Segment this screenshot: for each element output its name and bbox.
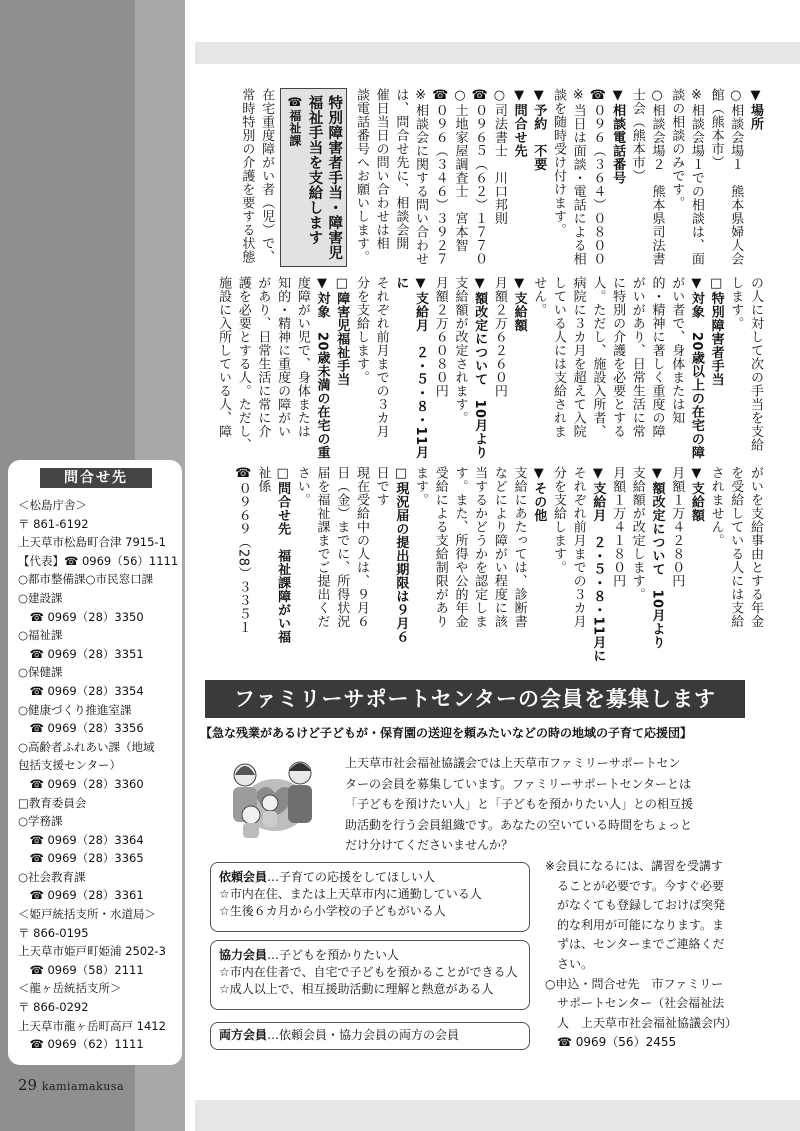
page-number <box>18 1076 124 1094</box>
family-support-intro <box>345 753 740 856</box>
col-c-line: 当するかどうかを認定しま <box>472 466 488 628</box>
contact-line: ○福祉課 <box>18 628 63 643</box>
col-b-line: それぞれ前月までの３カ月 <box>373 276 389 438</box>
note-line: ○申込・問合せ先 市ファミリー <box>545 976 724 991</box>
col-b-line: ▼支給額 <box>511 276 527 332</box>
box1-title: 依頼会員 <box>219 870 268 884</box>
col-a-line: ▼相談電話番号 <box>610 88 626 185</box>
page-number-value: 29 <box>18 1076 38 1094</box>
col-b-line: します。 <box>728 276 744 330</box>
col-a-lines <box>351 88 765 274</box>
contact-line: ☎ 0969（28）3356 <box>18 721 144 736</box>
contact-line: ☎ 0969（28）3350 <box>18 609 144 624</box>
col-a-line: ○相談会場２ 熊本県司法書 <box>649 88 665 266</box>
box3-title: 両方会員 <box>219 1028 268 1042</box>
contact-line: 上天草市松島町合津 7915-1 <box>18 535 166 550</box>
box3-desc: …依頼会員・協力会員の両方の会員 <box>267 1028 460 1042</box>
col-c-line: それぞれ前月までの３カ月 <box>570 466 586 628</box>
col-b-line: ▼対象 20歳未満の在宅の重 <box>314 276 330 460</box>
col-c-line: 日です <box>373 466 389 507</box>
col-c-line: 祉係 <box>255 466 271 493</box>
contact-line: ＜龍ヶ岳統括支所＞ <box>18 981 122 996</box>
col-c-line: がいを支給事由とする年金 <box>748 466 763 628</box>
col-a-line: 催日当日の問い合わせは相 <box>373 88 389 250</box>
col-b-line: の人に対して次の手当を支給 <box>748 276 763 452</box>
col-a2-lines <box>237 88 276 274</box>
col-b-line: せん。 <box>531 276 547 317</box>
col-b-line: に特別の介護を必要とする <box>610 276 626 438</box>
col-a-line: ▼予約 不要 <box>531 88 547 171</box>
contact-line: 包括支援センター） <box>18 758 122 773</box>
col-c-line: す。また、所得や公的年金 <box>452 466 468 628</box>
col-a-line: は、問合せ先に、相談会開 <box>393 88 409 250</box>
col-c-line: さい。 <box>294 466 310 507</box>
bottom-band <box>195 1100 800 1131</box>
both-member-box <box>210 1022 530 1050</box>
col-b-line: がい者で、身体または知 <box>669 276 685 425</box>
contact-line: 上天草市龍ヶ岳町高戸 1412 <box>18 1018 166 1033</box>
contact-line: ○社会教育課 <box>18 869 86 884</box>
note-line: ※会員になるには、講習を受講す <box>545 859 724 873</box>
col-c-line: 支給にあたっては、診断書 <box>511 466 527 628</box>
col-a2-line: 常時特別の介護を要する状態 <box>239 88 255 264</box>
col-c-line: 日（金）までに、所得状況 <box>334 466 350 628</box>
sidebar <box>0 0 185 1131</box>
col-a-line: ☎０９６（３４６）３９２７ <box>432 88 448 266</box>
col-b-line: がいがあり、日常生活に常 <box>629 276 645 438</box>
note-line: がなくても登録しておけば突発 <box>545 898 726 913</box>
col-b-line: 月額２万６２６０円 <box>491 276 507 398</box>
col-b-line: 分を支給します。 <box>353 276 369 384</box>
contact-panel <box>8 460 182 1065</box>
col-a-line: 士会（熊本市） <box>629 88 645 183</box>
col-a-line: ○司法書士 川口邦則 <box>491 88 507 225</box>
intro-line: 「子どもを預けたい人」と「子どもを預かりたい人」との相互援 <box>345 797 694 811</box>
contact-line: 【代表】☎ 0969（56）1111 <box>18 553 179 568</box>
col-c-line: 支給額が改定します。 <box>629 466 645 601</box>
col-c-line: などにより障がい程度に該 <box>491 466 507 628</box>
col-a-line: ☎０９６（３６４）０８００ <box>590 88 606 266</box>
box2-item: ☆市内在住者で、自宅で子どもを預かることができる人 <box>219 965 518 979</box>
note-line: さい。 <box>545 956 594 971</box>
col-b-line: □特別障害者手当 <box>708 276 724 386</box>
col-a-line: 談の相談のみです。 <box>669 88 685 210</box>
col-a2-line: 在宅重度障がい者（児）で、 <box>259 88 275 264</box>
note-line: ずは、センターまでご連絡くだ <box>545 937 725 952</box>
col-a-line: ※相談会に関する問い合わせ <box>413 88 429 266</box>
col-a-line: ☎０９６５（６２）１７７０ <box>472 88 488 266</box>
col-b-line: ▼額改定について 10月より <box>472 276 488 460</box>
article-col-a-full <box>205 88 765 274</box>
top-band <box>195 42 800 64</box>
benefit-title-line2: 福祉手当を支給します <box>306 95 323 245</box>
contact-line: □教育委員会 <box>18 795 87 810</box>
note-line: ☎ 0969（56）2455 <box>545 1035 677 1050</box>
col-b-line: ▼支給月 ２・５・８・11月に <box>393 276 429 460</box>
note-line: 的な利用が可能になります。ま <box>545 917 725 932</box>
intro-line: 上天草市社会福祉協議会では上天草市ファミリーサポートセン <box>345 756 681 770</box>
col-c-line: ▼その他 <box>531 466 547 522</box>
col-b-line: 人。ただし、施設入所者、 <box>590 276 606 438</box>
contact-line: ☎ 0969（28）3365 <box>18 851 144 866</box>
col-c-line: 受給による支給制限があり <box>432 466 448 628</box>
col-c-line: 分を支給します。 <box>550 466 566 574</box>
contact-line: ○健康づくり推進室課 <box>18 702 132 717</box>
contact-line: ☎ 0969（62）1111 <box>18 1037 144 1052</box>
col-b-line: 支給額が改定されます。 <box>452 276 468 425</box>
col-a-line: ※当日は面談・電話による相 <box>570 88 586 266</box>
article-col-b <box>205 276 765 466</box>
col-a-line: 談電話番号へお願いします。 <box>353 88 369 264</box>
col-b-line: 護を必要とする人。ただし、 <box>235 276 251 452</box>
contact-line: ☎ 0969（58）2111 <box>18 962 144 977</box>
family-illustration <box>215 745 330 840</box>
contact-line: ☎ 0969（28）3361 <box>18 888 144 903</box>
registration-note <box>545 857 785 1053</box>
note-line: 人 上天草市社会福祉協議会内） <box>545 1015 738 1030</box>
col-b-line: している人には支給されま <box>550 276 566 438</box>
intro-line: ターの会員を募集しています。ファミリーサポートセンターとは <box>345 776 691 791</box>
brand-name: kamiamakusa <box>41 1080 125 1093</box>
note-line: ることが必要です。今すぐ必要 <box>545 878 725 893</box>
col-a-line: ▼場所 <box>748 88 763 131</box>
contact-line: ○都市整備課○市民窓口課 <box>18 572 154 587</box>
contact-lines <box>18 496 182 1054</box>
contact-line: ＜姫戸統括支所・水道局＞ <box>18 907 156 922</box>
col-c-line: ▼支給月 ２・５・８・11月に <box>590 466 606 663</box>
contact-line: ☎ 0969（28）3360 <box>18 776 144 791</box>
col-b-line: ▼対象 20歳以上の在宅の障 <box>688 276 704 460</box>
col-a-line: 館（熊本市） <box>708 88 724 169</box>
col-c-line: 届を福祉課までご提出くだ <box>314 466 330 628</box>
col-a-line: ○相談会場１ 熊本県婦人会 <box>728 88 744 266</box>
col-c-line: 月額１万４１８０円 <box>610 466 626 588</box>
contact-line: ＜松島庁舎＞ <box>18 498 87 512</box>
col-c-line: 現在受給中の人は、９月６ <box>353 466 369 628</box>
contact-line: ☎ 0969（28）3351 <box>18 646 144 661</box>
box1-item: ☆生後６カ月から小学校の子どもがいる人 <box>219 904 446 918</box>
col-c-line: を受給している人には支給 <box>728 466 744 628</box>
benefit-dept: ☎福祉課 <box>287 95 302 147</box>
col-a-line: ▼問合せ先 <box>511 88 527 158</box>
col-a-line: 談を随時受け付けます。 <box>550 88 566 237</box>
box2-title: 協力会員 <box>219 948 268 962</box>
contact-line: 〒 866-0195 <box>18 925 89 940</box>
contact-line: 上天草市姫戸町姫浦 2502-3 <box>18 944 166 959</box>
contact-line: ○保健課 <box>18 665 63 680</box>
box2-item: ☆成人以上で、相互援助活動に理解と熱意がある人 <box>219 982 494 996</box>
col-c-line: 月額１万４２８０円 <box>669 466 685 588</box>
benefit-title-box <box>280 88 347 267</box>
note-line: サポートセンター（社会福祉法 <box>545 996 725 1011</box>
contact-line: 〒 861-6192 <box>18 516 89 531</box>
col-c-line: ▼額改定について 10月より <box>649 466 665 650</box>
col-b-line: 的・精神に著しく重度の障 <box>649 276 665 438</box>
contact-line: ○高齢者ふれあい課（地域 <box>18 739 155 754</box>
col-a-line: ○土地家屋調査士 宮本智 <box>452 88 468 252</box>
contact-header: 問合せ先 <box>40 468 152 488</box>
contact-line: 〒 866-0292 <box>18 1000 89 1015</box>
cooperating-member-box <box>210 940 530 1010</box>
article-col-c <box>205 466 765 666</box>
box1-item: ☆市内在住、または上天草市内に通勤している人 <box>219 887 482 901</box>
contact-line: ○建設課 <box>18 590 63 605</box>
col-c-line: ☎０９６９（28）３３５１ <box>235 466 251 635</box>
col-a-line: ※相談会場１での相談は、面 <box>688 88 704 266</box>
intro-line: だけ分けてくださいませんか？ <box>345 838 514 852</box>
col-b-line: 月額２万６０８０円 <box>432 276 448 398</box>
requesting-member-box <box>210 862 530 932</box>
col-c-line: □現況届の提出期限は９月６ <box>393 466 409 644</box>
col-c-line: ▼支給額 <box>688 466 704 522</box>
col-c-line: □問合せ先 福祉課障がい福 <box>275 466 291 644</box>
contact-line: ☎ 0969（28）3354 <box>18 683 144 698</box>
box1-desc: …子育ての応援をしてほしい人 <box>267 870 436 884</box>
col-b-line: があり、日常生活に常に介 <box>255 276 271 438</box>
col-c-line: されません。 <box>708 466 724 547</box>
benefit-title-line1: 特別障害者手当・障害児 <box>326 95 343 260</box>
col-b-line: 施設に入所している人、障 <box>216 276 232 438</box>
family-support-subtitle: 【急な残業があるけど子どもが・保育園の送迎を頼みたいなどの時の地域の子育て応援団】 <box>200 726 693 740</box>
intro-line: 助活動を行う会員組織です。あなたの空いている時間をちょっと <box>345 817 693 832</box>
col-b-line: 病院に３カ月を超えて入院 <box>570 276 586 438</box>
col-b-line: □障害児福祉手当 <box>334 276 350 386</box>
box2-desc: …子どもを預かりたい人 <box>267 948 400 962</box>
col-c-line: ます。 <box>413 466 429 507</box>
contact-line: ○学務課 <box>18 814 63 829</box>
family-support-banner: ファミリーサポートセンターの会員を募集します <box>205 680 745 718</box>
contact-line: ☎ 0969（28）3364 <box>18 832 144 847</box>
col-b-line: 知的・精神に重度の障がい <box>275 276 291 438</box>
col-b-line: 度障がい児で、身体または <box>294 276 310 438</box>
